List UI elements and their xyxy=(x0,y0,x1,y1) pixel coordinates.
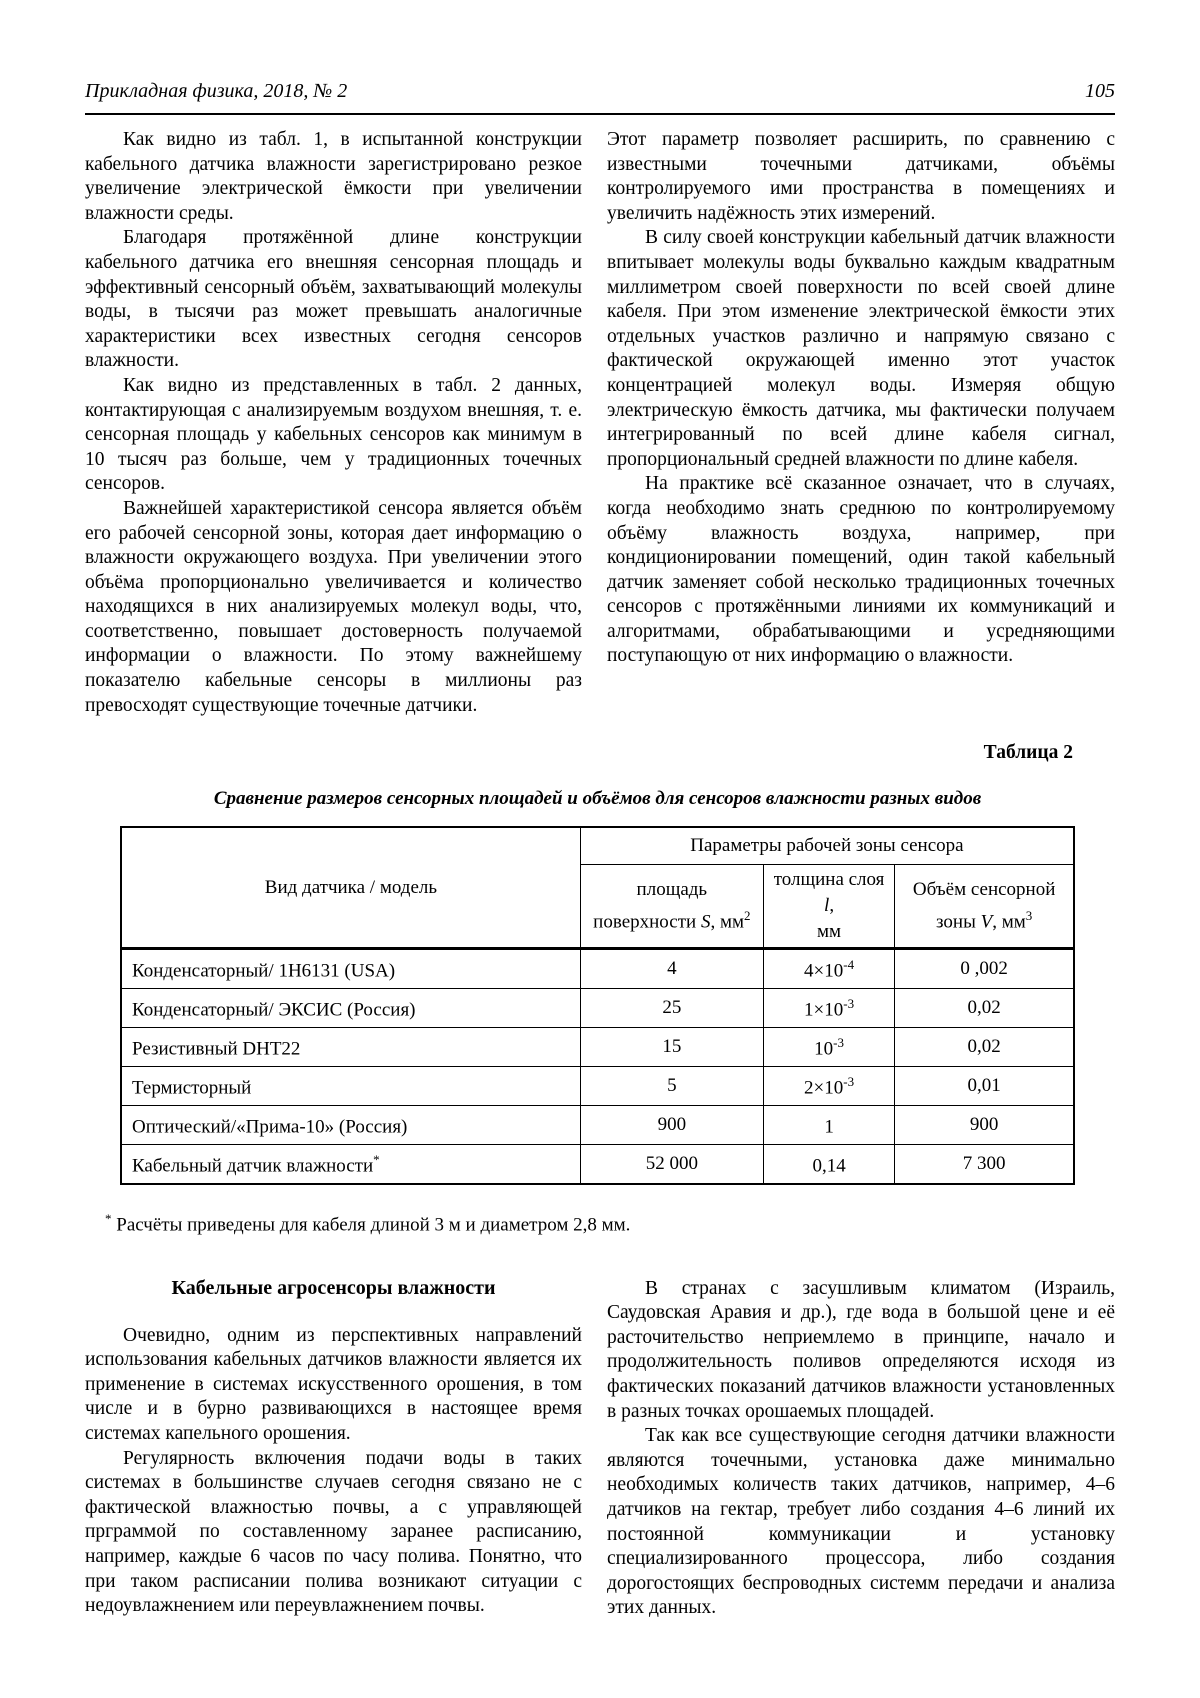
paragraph: Благодаря протяжённой длине конструкции кабельного датчика его внешняя сенсорная площадь и эффективный сенсорный объём, захватывающий молекулы воды, в тысячи раз может превышать аналогичные характеристики всех известных сегодня сенсоров влажности. xyxy=(85,227,582,372)
paragraph: Важнейшей характеристикой сенсора является объём его рабочей сенсорной зоны, которая дает информацию о влажности окружающего воздуха. При увеличении этого объёма пропорционально увеличивается и количество находящихся в них анализируемых молекул воды, что, соответственно, повышает достоверность получаемой информации о влажности. По этому важнейшему показателю кабельные сенсоры в миллионы раз превосходят существующие точечные датчики. xyxy=(85,497,582,716)
cell-model: Резистивный DHT22 xyxy=(121,1028,580,1067)
cell-model: Оптический/«Прима-10» (Россия) xyxy=(121,1106,580,1145)
table-footnote xyxy=(105,1211,1115,1236)
paragraph: Очевидно, одним из перспективных направлений использования кабельных датчиков влажности является их применение в системах искусственного орошения, в том числе и в бурно развивающихся в настоящее время системах капельного орошения. xyxy=(85,1324,582,1444)
cell-volume: 900 xyxy=(895,1106,1074,1145)
cell-thickness: $4\times 10^{-4}$ xyxy=(763,949,895,989)
left-column xyxy=(85,128,582,718)
cell-thickness: 1 xyxy=(763,1106,895,1145)
column-group-header: Параметры рабочей зоны сенсора xyxy=(580,827,1074,865)
right-column xyxy=(607,1277,1115,1621)
cell-area: 4 xyxy=(580,949,763,989)
column-header-sensor-type: Вид датчика / модель xyxy=(121,827,580,949)
column-header-surface-area: площадь поверхности S, $мм^2$ xyxy=(580,865,763,949)
cell-thickness: $2\times 10^{-3}$ xyxy=(763,1067,895,1106)
table-row xyxy=(121,1106,1074,1145)
cell-area: 52 000 xyxy=(580,1145,763,1185)
table-row xyxy=(121,1145,1074,1185)
table-block xyxy=(120,742,1075,1185)
lower-text-section xyxy=(85,1277,1115,1621)
paragraph: В странах с засушливым климатом (Израиль, Саудовская Аравия и др.), где вода в большой цене и её расточительство неприемлемо в принципе, начало и продолжительность поливов определяются исходя из фактических показаний датчиков влажности установленных в разных точках орошаемых площадей. xyxy=(607,1277,1115,1422)
cell-volume: 7 300 xyxy=(895,1145,1074,1185)
column-header-sensor-volume: Объём сенсорной зоны V, $мм^3$ xyxy=(895,865,1074,949)
column-header-layer-thickness: толщина слоя l, мм xyxy=(763,865,895,949)
cell-volume: 0,01 xyxy=(895,1067,1074,1106)
paragraph: Так как все существующие сегодня датчики влажности являются точечными, установка даже минимально необходимых количеств таких датчиков, например, 4–6 датчиков на гектар, требует либо создания 4–6 линий их постоянной коммуникации и установку специализированного процессора, либо создания дорогостоящих беспроводных системм передачи и анализа этих данных. xyxy=(607,1425,1115,1619)
table-row xyxy=(121,989,1074,1028)
cell-area: 25 xyxy=(580,989,763,1028)
paragraph: Как видно из представленных в табл. 2 данных, контактирующая с анализируемым воздухом внешняя, т. е. сенсорная площадь у кабельных сенсоров как минимум в 10 тысяч раз больше, чем у традиционных точечных сенсоров. xyxy=(85,374,582,495)
top-text-section xyxy=(85,128,1115,718)
cell-model: Термисторный xyxy=(121,1067,580,1106)
table-header-row xyxy=(121,827,1074,865)
journal-title: Прикладная физика, 2018, № 2 xyxy=(85,80,348,102)
cell-model: Кабельный датчик влажности* xyxy=(121,1145,580,1185)
cell-volume: 0,02 xyxy=(895,1028,1074,1067)
table-row xyxy=(121,949,1074,989)
comparison-table xyxy=(120,826,1075,1185)
cell-thickness: $10^{-3}$ xyxy=(763,1028,895,1067)
paragraph: Этот параметр позволяет расширить, по сравнению с известными точечными датчиками, объёмы контролируемого ими пространства в помещениях и увеличить надёжность этих измерений. xyxy=(607,129,1115,224)
cell-area: 900 xyxy=(580,1106,763,1145)
cell-model: Конденсаторный/ 1Н6131 (USA) xyxy=(121,949,580,989)
table-row xyxy=(121,1028,1074,1067)
cell-area: 5 xyxy=(580,1067,763,1106)
right-column xyxy=(607,128,1115,718)
cell-volume: 0 ,002 xyxy=(895,949,1074,989)
cell-thickness: 0,14 xyxy=(763,1145,895,1185)
paragraph: Как видно из табл. 1, в испытанной конструкции кабельного датчика влажности зарегистрировано резкое увеличение электрической ёмкости при увеличении влажности среды. xyxy=(85,129,582,224)
cell-volume: 0,02 xyxy=(895,989,1074,1028)
left-column xyxy=(85,1277,582,1621)
section-heading: Кабельные агросенсоры влажности xyxy=(171,1276,496,1299)
paragraph: В силу своей конструкции кабельный датчик влажности впитывает молекулы воды буквально каждым квадратным миллиметром своей поверхности по всей своей длине кабеля. При этом изменение электрической ёмкости этих отдельных участков различно и напрямую связано с фактической окружающей именно этот участок концентрацией молекул воды. Измеряя общую электрическую ёмкость датчика, мы фактически получаем интегрированный по всей длине кабеля сигнал, пропорциональный средней влажности по длине кабеля. xyxy=(607,227,1115,470)
cell-area: 15 xyxy=(580,1028,763,1067)
footnote-text: Расчёты приведены для кабеля длиной 3 м и диаметром 2,8 мм. xyxy=(111,1214,631,1236)
paragraph: Регулярность включения подачи воды в таких системах в большинстве случаев сегодня связано не с фактической влажностью почвы, а с управляющей прграммой по составленному заранее расписанию, например, каждые 6 часов по часу полива. Понятно, что при таком расписании полива возникают ситуации с недоувлажнением или переувлажнением почвы. xyxy=(85,1447,582,1617)
paragraph: На практике всё сказанное означает, что в случаях, когда необходимо знать среднюю по контролируемому объёму влажность воздуха, например, при кондиционировании помещений, один такой кабельный датчик заменяет собой несколько традиционных точечных сенсоров с протяжёнными линиями их коммуникаций и алгоритмами, обрабатывающими и усредняющими поступающую от них информацию о влажности. xyxy=(607,473,1115,667)
cell-model: Конденсаторный/ ЭКСИС (Россия) xyxy=(121,989,580,1028)
footnote-marker: * xyxy=(105,1211,112,1227)
page-number: 105 xyxy=(1085,80,1115,102)
table-caption: Сравнение размеров сенсорных площадей и объёмов для сенсоров влажности разных видов xyxy=(213,788,982,810)
cell-thickness: $1\times 10^{-3}$ xyxy=(763,989,895,1028)
table-row xyxy=(121,1067,1074,1106)
table-label: Таблица 2 xyxy=(983,742,1073,764)
running-head xyxy=(85,80,1115,115)
